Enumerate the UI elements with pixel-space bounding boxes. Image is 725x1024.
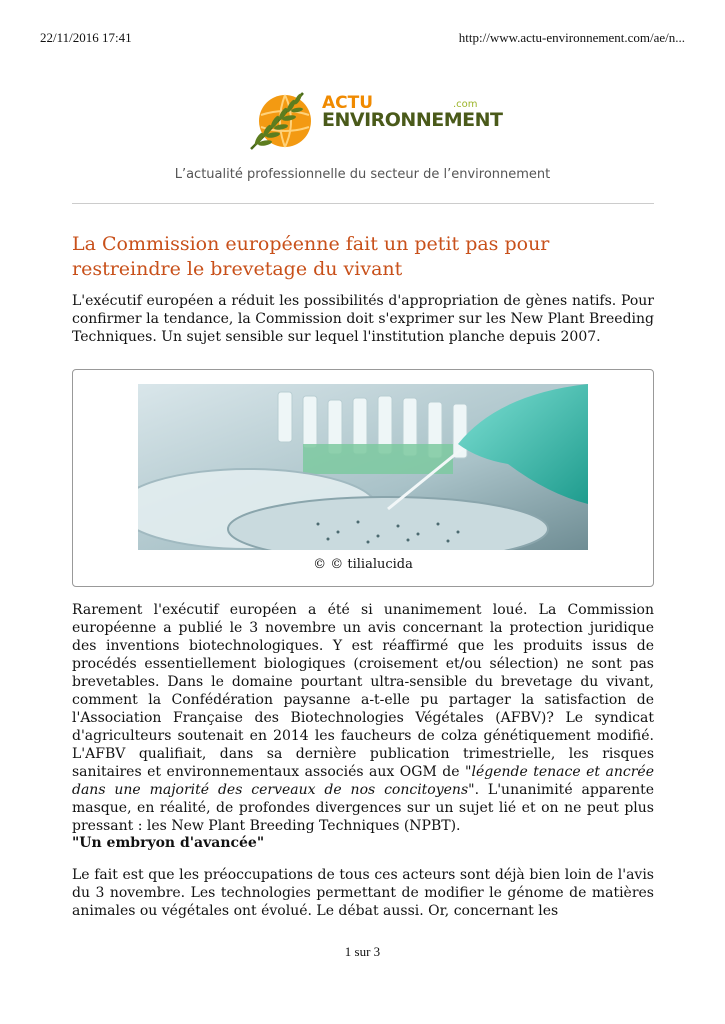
logo-actu-text: ACTU bbox=[322, 93, 374, 113]
page-number: 1 sur 3 bbox=[344, 944, 381, 959]
article-lead: L'exécutif européen a réduit les possibilités d'appropriation de gènes natifs. Pour confirmer la tendance, la Commission doit s'exprimer sur les New Plant Breeding Techniques. Un sujet sensible sur lequel l'institution planche depuis 2007. bbox=[72, 293, 654, 345]
print-url[interactable]: http://www.actu-environnement.com/ae/n... bbox=[458, 30, 685, 45]
article-title: La Commission européenne fait un petit pas pour restreindre le brevetage du vivant bbox=[72, 233, 550, 280]
quoted-phrase: légende tenace et ancrée dans une majorité des cerveaux de nos concitoyens bbox=[72, 764, 654, 798]
header-divider bbox=[72, 203, 654, 204]
logo-environnement-text: ENVIRONNEMENT bbox=[322, 109, 503, 131]
site-logo[interactable] bbox=[245, 85, 503, 155]
globe-leaf-icon bbox=[245, 85, 320, 155]
logo-com-text: .com bbox=[453, 99, 478, 110]
image-credit: © © tilialucida bbox=[313, 557, 413, 572]
site-tagline: L’actualité professionnelle du secteur de l’environnement bbox=[174, 167, 551, 182]
article-subheading: "Un embryon d'avancée" bbox=[72, 835, 265, 851]
article-paragraph: Rarement l'exécutif européen a été si unanimement loué. La Commission européenne a publié le 3 novembre un avis concernant la protection juridique des inventions biotechnologiques. Y est réaffirmé que les produits issus de procédés essentiellement biologiques (croisement et/ou sélection) ne sont pas brevetables. Dans le domaine pourtant ultra-sensible du brevetage du vivant, comment la Confédération paysanne a-t-elle pu partager la satisfaction de l'Association Française des Biotechnologies Végétales (AFBV)? Le syndicat d'agriculteurs soutenait en 2014 les faucheurs de colza génétiquement modifié. L'AFBV qualifiait, dans sa dernière publication trimestrielle, les risques sanitaires et environnementaux associés aux OGM de "légende tenace et ancrée dans une majorité des cerveaux de nos concitoyens". L'unanimité apparente masque, en réalité, de profondes divergences sur un sujet lié et on ne peut plus pressant : les New Plant Breeding Techniques (NPBT). bbox=[72, 602, 655, 834]
article-figure bbox=[72, 369, 654, 587]
article-paragraph: Le fait est que les préoccupations de tous ces acteurs sont déjà bien loin de l'avis du 3 novembre. Les technologies permettant de modifier le génome de matières animales ou végétales ont évolué. Le débat aussi. Or, concernant les bbox=[72, 867, 654, 919]
lab-petri-dish-photo bbox=[138, 384, 588, 550]
print-date: 22/11/2016 17:41 bbox=[40, 30, 132, 45]
